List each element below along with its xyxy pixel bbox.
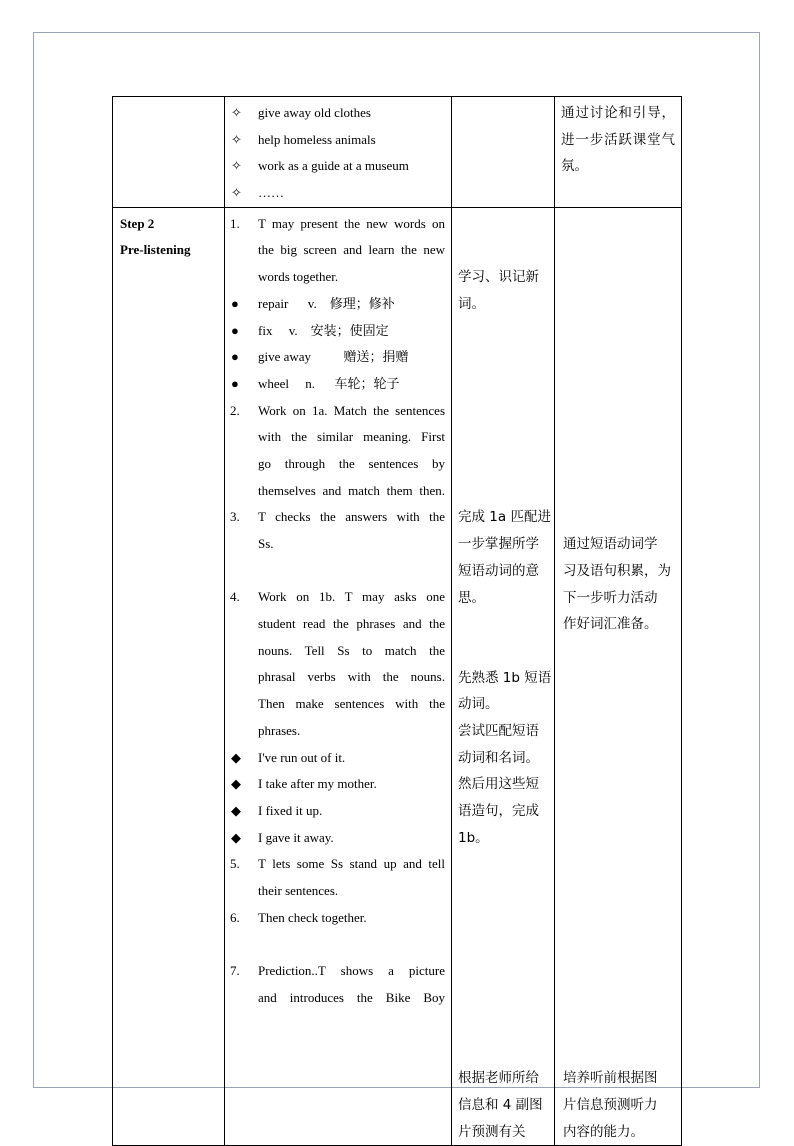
- activity-line: [225, 478, 445, 505]
- design-purpose-text: 培养听前根据图: [563, 1070, 658, 1087]
- bullet-icon: ●: [231, 322, 239, 338]
- activity-line: [225, 211, 445, 238]
- step-number: 5.: [230, 856, 240, 872]
- activity-text: T may present the new words on: [258, 215, 445, 231]
- design-purpose-text: 通过短语动词学: [563, 536, 658, 553]
- activity-text: nouns. Tell Ss to match the: [258, 642, 445, 658]
- student-activity-text: 动词和名词。: [458, 749, 539, 766]
- activity-text: their sentences.: [258, 882, 339, 898]
- student-activity-block: [458, 1065, 548, 1145]
- design-purpose-cell: [555, 97, 682, 208]
- bullet-icon: ●: [231, 375, 239, 391]
- activity-text: phrasal verbs with the nouns.: [258, 669, 445, 685]
- activity-line: [225, 985, 445, 1012]
- activity-line: [225, 771, 445, 798]
- activity-line: [225, 798, 445, 825]
- teacher-activity-list: [225, 211, 445, 1012]
- activity-text: and introduces the Bike Boy: [258, 989, 445, 1005]
- activity-line: [225, 878, 445, 905]
- student-activity-block: [458, 665, 552, 852]
- activity-text: phrases.: [258, 722, 301, 738]
- list-item: ✧ ……: [225, 180, 451, 207]
- student-activity-text: 完成 1a 匹配进: [458, 509, 551, 526]
- activity-line: [225, 825, 445, 852]
- diamond-bullet-icon: ◆: [231, 829, 241, 845]
- activity-text: Then check together.: [258, 909, 367, 925]
- student-activity-text: 一步掌握所学: [458, 536, 539, 553]
- activity-text: the big screen and learn the new: [258, 242, 445, 258]
- activity-text: Prediction..T shows a picture: [258, 963, 445, 978]
- design-purpose-text: 作好词汇准备。: [563, 616, 658, 633]
- design-purpose-block: [563, 1065, 675, 1145]
- student-activity-text: 先熟悉 1b 短语: [458, 669, 552, 686]
- student-activity-text: 动词。: [458, 696, 499, 713]
- bullet-icon: ●: [231, 349, 239, 365]
- activity-line: [225, 451, 445, 478]
- activity-line: [225, 691, 445, 718]
- activity-text: I fixed it up.: [258, 802, 323, 818]
- step-number: 2.: [230, 402, 240, 418]
- step-cell: [113, 97, 225, 208]
- purpose-text: 通过讨论和引导，进一步活跃课堂气氛。: [561, 105, 675, 174]
- activity-line: [225, 264, 445, 291]
- design-purpose-block: [563, 531, 675, 638]
- design-purpose-text: 内容的能力。: [563, 1123, 644, 1140]
- activity-text: Then make sentences with the: [258, 696, 445, 712]
- activity-line: [225, 718, 445, 745]
- activity-text: wheel n. 车轮；轮子: [258, 375, 400, 391]
- list-item: ✧ work as a guide at a museum: [225, 153, 451, 180]
- list-item: ✧ help homeless animals: [225, 127, 451, 154]
- activity-line: [225, 371, 445, 398]
- activity-text: Ss.: [258, 536, 274, 551]
- step-number: 7.: [230, 963, 240, 978]
- activity-line: [225, 611, 445, 638]
- student-activity-text: 片预测有关: [458, 1123, 526, 1140]
- activity-line: [225, 931, 445, 958]
- diamond-bullet-icon: ◆: [231, 749, 241, 765]
- activity-text: with the similar meaning. First: [258, 429, 445, 445]
- activity-line: [225, 851, 445, 878]
- student-activity-text: 语造句，完成: [458, 803, 539, 820]
- activity-text: I gave it away.: [258, 829, 334, 845]
- teacher-activity-cell: [225, 97, 452, 208]
- student-activity-text: 短语动词的意: [458, 562, 539, 579]
- diamond-outline-icon: ✧: [231, 158, 242, 174]
- step-number: 4.: [230, 589, 240, 605]
- student-activity-list: [458, 211, 552, 1146]
- teacher-activity-cell: [225, 207, 452, 1146]
- diamond-bullet-icon: ◆: [231, 776, 241, 792]
- student-activity-text: 根据老师所给: [458, 1070, 539, 1087]
- activity-line: [225, 558, 445, 585]
- table-row-pre-listening: [113, 207, 682, 1146]
- activity-text: go through the sentences by: [258, 455, 445, 471]
- activity-text: I take after my mother.: [258, 776, 377, 792]
- activity-line: [225, 664, 445, 691]
- stage-label: Pre-listening: [120, 242, 191, 258]
- activity-line: [225, 638, 445, 665]
- diamond-outline-icon: ✧: [231, 105, 242, 120]
- student-activity-block: [458, 504, 551, 611]
- student-activity-text: 尝试匹配短语: [458, 723, 539, 740]
- step-number: 3.: [230, 509, 240, 525]
- student-activity-text: 思。: [458, 589, 485, 606]
- design-purpose-text: 习及语句积累，为: [563, 562, 671, 579]
- diamond-bullet-icon: ◆: [231, 802, 241, 818]
- activity-line: [225, 237, 445, 264]
- activity-line: [225, 745, 445, 772]
- step-cell: [113, 207, 225, 1146]
- activity-line: [225, 504, 445, 531]
- student-activity-block: [458, 264, 548, 317]
- student-activity-text: 然后用这些短: [458, 776, 539, 793]
- student-activity-text: 1b。: [458, 829, 489, 846]
- table-row-warmup: [113, 97, 682, 208]
- design-purpose-text: 片信息预测听力: [563, 1096, 658, 1113]
- activity-line: [225, 584, 445, 611]
- activity-line: [225, 905, 445, 932]
- student-activity-cell: [452, 97, 555, 208]
- activity-line: [225, 398, 445, 425]
- design-purpose-cell: [555, 207, 682, 1146]
- bullet-icon: ●: [231, 295, 239, 311]
- design-purpose-list: [563, 211, 675, 1146]
- step-number: 6.: [230, 909, 240, 925]
- activity-text: themselves and match them then.: [258, 482, 445, 498]
- activity-text: I've run out of it.: [258, 749, 346, 765]
- student-activity-text: 信息和 4 副图: [458, 1096, 543, 1113]
- activity-line: [225, 318, 445, 345]
- activity-line: [225, 344, 445, 371]
- activity-line: [225, 291, 445, 318]
- activity-text: student read the phrases and the: [258, 616, 445, 632]
- activity-text: give away 赠送；捐赠: [258, 349, 409, 365]
- activity-line: [225, 531, 445, 558]
- lesson-plan-table: [112, 96, 682, 1146]
- diamond-outline-icon: ✧: [231, 131, 242, 147]
- list-item: ✧ give away old clothes: [225, 100, 451, 127]
- activity-text: T checks the answers with the: [258, 509, 445, 525]
- activity-text: words together.: [258, 269, 339, 285]
- activity-text: T lets some Ss stand up and tell: [258, 856, 445, 872]
- student-activity-cell: [452, 207, 555, 1146]
- diamond-outline-icon: ✧: [231, 185, 242, 201]
- activity-text: repair v. 修理；修补: [258, 295, 395, 311]
- activity-line: [225, 958, 445, 985]
- activity-line: [225, 424, 445, 451]
- activity-text: Work on 1b. T may asks one: [258, 589, 445, 605]
- student-activity-text: 学习、识记新: [458, 269, 539, 286]
- student-activity-text: 词。: [458, 295, 485, 312]
- activity-text: Work on 1a. Match the sentences: [258, 402, 445, 418]
- step-label: Step 2: [120, 215, 155, 231]
- step-number: 1.: [230, 215, 240, 231]
- design-purpose-text: 下一步听力活动: [563, 589, 658, 606]
- activity-text: fix v. 安装；使固定: [258, 322, 389, 338]
